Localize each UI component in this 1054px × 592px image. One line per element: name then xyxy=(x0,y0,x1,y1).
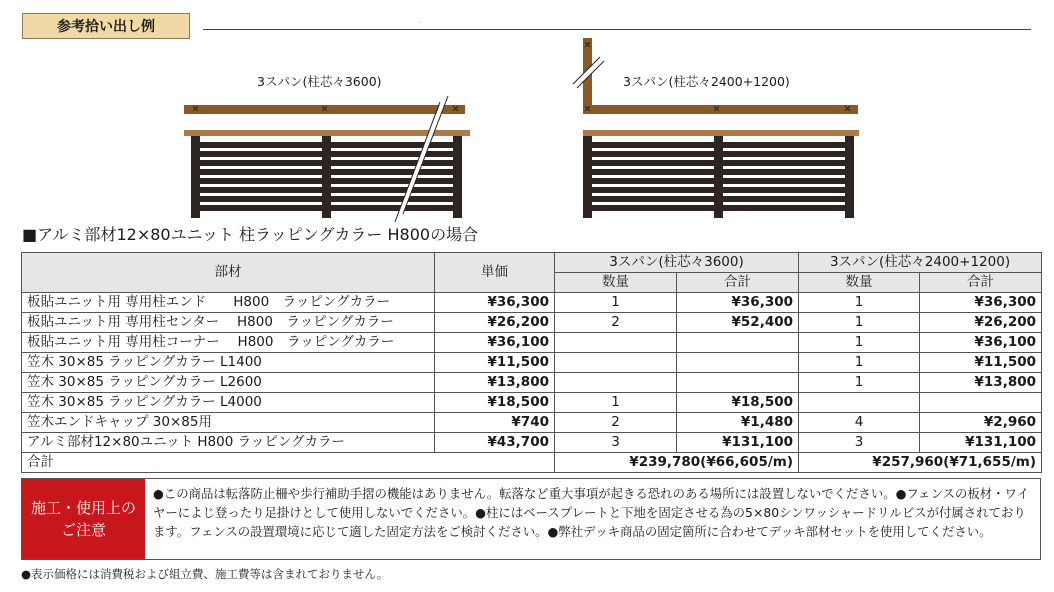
part-name: 笠木 30×85 ラッピングカラー L4000 xyxy=(22,393,435,413)
total-1: ¥18,500 xyxy=(677,393,799,413)
header-total-1: 合計 xyxy=(677,273,799,293)
header-parts: 部材 xyxy=(22,253,435,293)
qty-2: 1 xyxy=(799,373,920,393)
unit-price: ¥43,700 xyxy=(435,433,555,453)
total-1: ¥1,480 xyxy=(677,413,799,433)
header-qty-2: 数量 xyxy=(799,273,920,293)
part-name: 板貼ユニット用 専用柱エンド H800 ラッピングカラー xyxy=(22,293,435,313)
right-top-beam xyxy=(583,105,858,114)
table-row xyxy=(22,353,1042,373)
notice-heading xyxy=(22,479,145,559)
total-label: 合計 xyxy=(22,453,555,473)
header-unit-price: 単価 xyxy=(435,253,555,293)
part-name: 板貼ユニット用 専用柱センター H800 ラッピングカラー xyxy=(22,313,435,333)
right-cap-rail xyxy=(583,130,859,136)
total-2: ¥26,200 xyxy=(920,313,1042,333)
parts-table xyxy=(21,252,1042,473)
qty-2: 4 xyxy=(799,413,920,433)
qty-1 xyxy=(555,353,677,373)
left-span-label: 3スパン(柱芯々3600) xyxy=(257,74,382,89)
part-name: アルミ部材12×80ユニット H800 ラッピングカラー xyxy=(22,433,435,453)
right-span-label: 3スパン(柱芯々2400+1200) xyxy=(623,74,790,89)
section-title: ■アルミ部材12×80ユニット 柱ラッピングカラー H800の場合 xyxy=(22,225,479,244)
table-row xyxy=(22,313,1042,333)
qty-1: 2 xyxy=(555,413,677,433)
grand-total-1: ¥239,780(¥66,605/m) xyxy=(555,453,799,473)
qty-1: 1 xyxy=(555,393,677,413)
qty-2 xyxy=(799,393,920,413)
total-row xyxy=(22,453,1042,473)
unit-price: ¥740 xyxy=(435,413,555,433)
unit-price: ¥11,500 xyxy=(435,353,555,373)
total-2: ¥11,500 xyxy=(920,353,1042,373)
left-fence xyxy=(184,96,470,222)
price-footnote: ●表示価格には消費税および組立費、施工費等は含まれておりません。 xyxy=(21,567,389,581)
notice-heading-line2: ご注意 xyxy=(60,521,106,539)
part-name: 笠木エンドキャップ 30×85用 xyxy=(22,413,435,433)
left-top-beam xyxy=(184,105,465,114)
qty-2: 1 xyxy=(799,313,920,333)
total-2: ¥36,100 xyxy=(920,333,1042,353)
qty-2: 1 xyxy=(799,333,920,353)
total-2: ¥36,300 xyxy=(920,293,1042,313)
qty-2: 3 xyxy=(799,433,920,453)
right-post-3 xyxy=(845,136,854,218)
table-row xyxy=(22,393,1042,413)
total-1: ¥131,100 xyxy=(677,433,799,453)
table-row xyxy=(22,373,1042,393)
part-name: 板貼ユニット用 専用柱コーナー H800 ラッピングカラー xyxy=(22,333,435,353)
header-qty-1: 数量 xyxy=(555,273,677,293)
left-post-1 xyxy=(191,136,200,218)
notice-box xyxy=(21,478,1041,560)
table-row xyxy=(22,293,1042,313)
header-group2: 3スパン(柱芯々2400+1200) xyxy=(799,253,1042,273)
unit-price: ¥36,300 xyxy=(435,293,555,313)
grand-total-2: ¥257,960(¥71,655/m) xyxy=(799,453,1042,473)
example-tag: 参考拾い出し例 xyxy=(22,13,190,39)
total-1 xyxy=(677,333,799,353)
right-fence xyxy=(573,38,859,218)
unit-price: ¥36,100 xyxy=(435,333,555,353)
unit-price: ¥26,200 xyxy=(435,313,555,333)
total-1 xyxy=(677,353,799,373)
total-2: ¥13,800 xyxy=(920,373,1042,393)
right-post-1 xyxy=(583,136,592,218)
total-2 xyxy=(920,393,1042,413)
notice-text: ●この商品は転落防止柵や歩行補助手摺の機能はありません。転落など重大事項が起きる恐れのある場所には設置しないでください。●フェンスの板材・ワイヤーによじ登ったり足掛けとして使用しないでください。●柱にはベースプレートと下地を固定させる為の5×80シンワッシャードリルビスが付属されております。フェンスの設置環境に応じて適した固定方法をご検討ください。●弊社デッキ商品の固定箇所に合わせてデッキ部材セットを使用してください。 xyxy=(153,486,1029,539)
qty-1 xyxy=(555,373,677,393)
header-total-2: 合計 xyxy=(920,273,1042,293)
qty-1 xyxy=(555,333,677,353)
qty-1: 2 xyxy=(555,313,677,333)
unit-price: ¥18,500 xyxy=(435,393,555,413)
total-2: ¥2,960 xyxy=(920,413,1042,433)
dot-mark: . xyxy=(419,18,421,25)
fence-diagram xyxy=(0,0,1054,230)
part-name: 笠木 30×85 ラッピングカラー L2600 xyxy=(22,373,435,393)
table-row xyxy=(22,333,1042,353)
table-row xyxy=(22,413,1042,433)
qty-2: 1 xyxy=(799,353,920,373)
notice-heading-line1: 施工・使用上の xyxy=(30,499,136,517)
qty-1: 3 xyxy=(555,433,677,453)
total-1 xyxy=(677,373,799,393)
qty-1: 1 xyxy=(555,293,677,313)
total-2: ¥131,100 xyxy=(920,433,1042,453)
header-group1: 3スパン(柱芯々3600) xyxy=(555,253,799,273)
qty-2: 1 xyxy=(799,293,920,313)
left-post-3 xyxy=(453,136,462,218)
table-row xyxy=(22,433,1042,453)
part-name: 笠木 30×85 ラッピングカラー L1400 xyxy=(22,353,435,373)
total-1: ¥52,400 xyxy=(677,313,799,333)
unit-price: ¥13,800 xyxy=(435,373,555,393)
total-1: ¥36,300 xyxy=(677,293,799,313)
